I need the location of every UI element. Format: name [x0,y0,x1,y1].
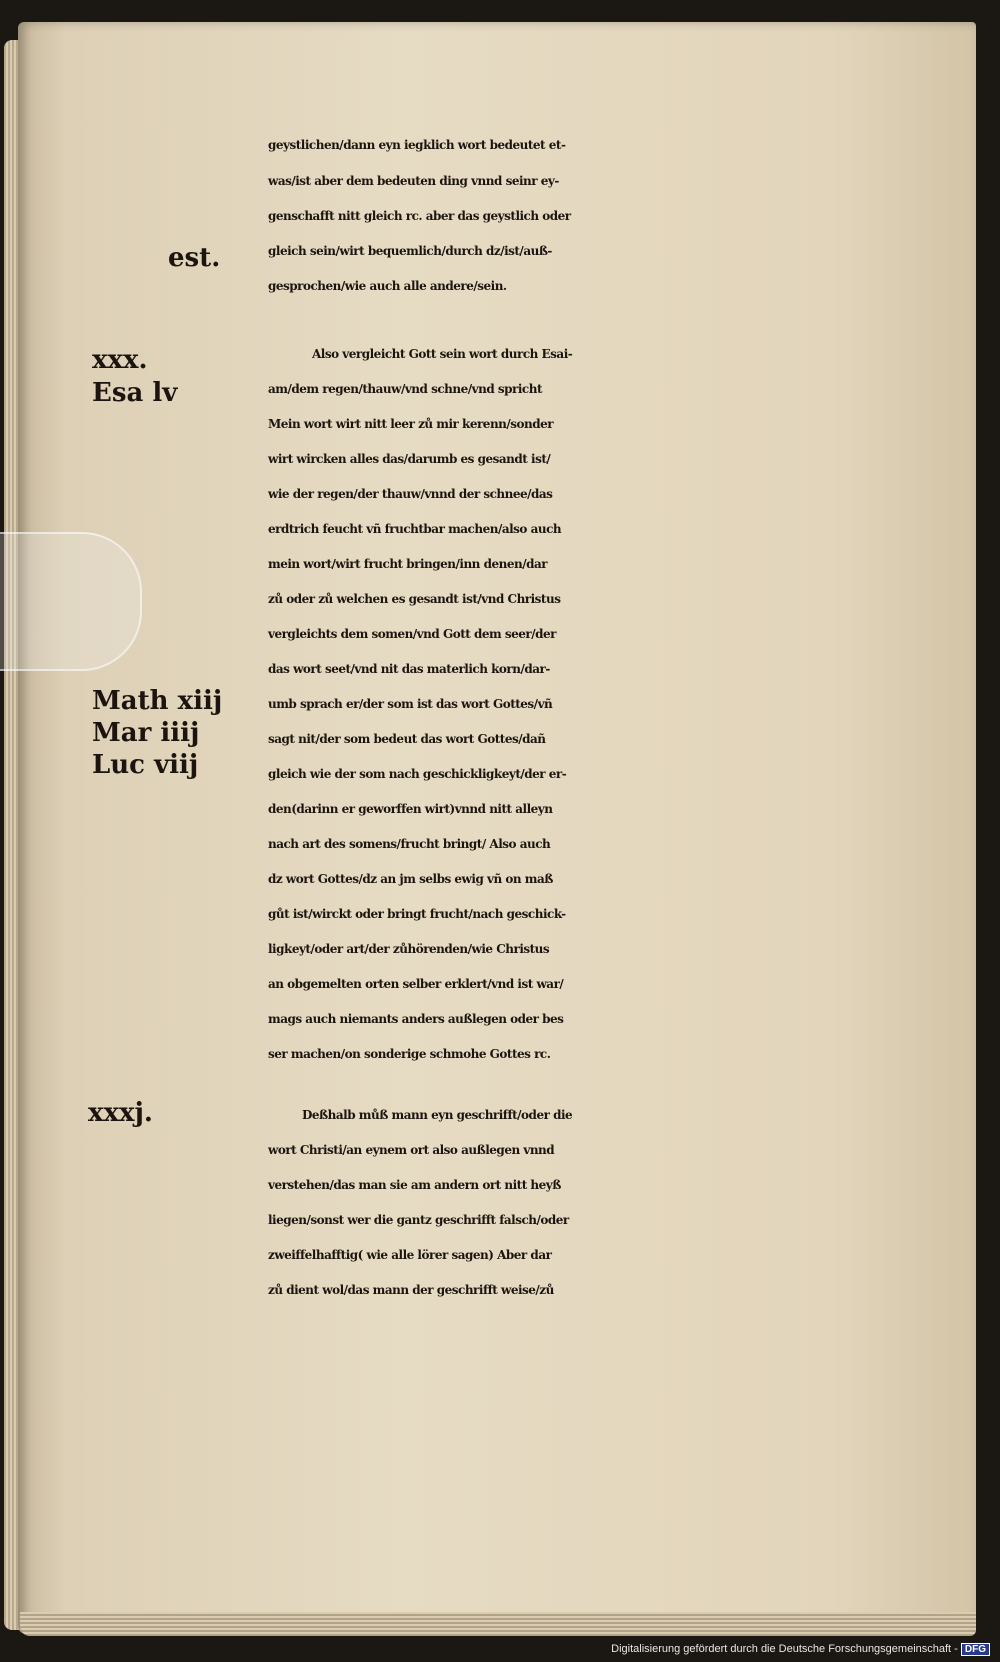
text-line: sagt nit/der som bedeut das wort Gottes/dañ [268,732,546,746]
margin-note: xxxj. [88,1098,153,1128]
text-line: den(darinn er geworffen wirt)vnnd nitt alleyn [268,802,553,816]
text-line: ligkeyt/oder art/der zůhörenden/wie Christus [268,942,550,956]
text-line: vergleichts dem somen/vnd Gott dem seer/der [268,627,556,641]
text-line: Deßhalb můß mann eyn geschrifft/oder die [302,1108,573,1122]
text-line: gůt ist/wirckt oder bringt frucht/nach geschick- [268,907,566,921]
text-line: zů oder zů welchen es gesandt ist/vnd Christus [268,592,561,606]
margin-note: Mar iiij [92,718,200,748]
text-line: am/dem regen/thauw/vnd schne/vnd spricht [268,382,542,396]
text-line: das wort seet/vnd nit das materlich korn/dar- [268,662,550,676]
text-line: mein wort/wirt frucht bringen/inn denen/dar [268,557,548,571]
text-line: gesprochen/wie auch alle andere/sein. [268,279,507,293]
text-line: liegen/sonst wer die gantz geschrifft falsch/oder [268,1213,569,1227]
text-line: dz wort Gottes/dz an jm selbs ewig vñ on maß [268,872,553,886]
text-line: ser machen/on sonderige schmohe Gottes rc. [268,1047,551,1061]
text-line: wie der regen/der thauw/vnnd der schnee/das [268,487,553,501]
dfg-logo: DFG [961,1643,990,1656]
text-line: zů dient wol/das mann der geschrifft weise/zů [268,1283,554,1297]
text-line: mags auch niemants anders außlegen oder bes [268,1012,564,1026]
text-line: zweiffelhafftig( wie alle lörer sagen) Aber dar [268,1248,552,1262]
margin-note: Esa lv [92,378,178,408]
text-line: gleich wie der som nach geschickligkeyt/der er- [268,767,567,781]
text-line: wort Christi/an eynem ort also außlegen vnnd [268,1143,555,1157]
plastic-page-clip [0,532,142,671]
text-line: nach art des somens/frucht bringt/ Also auch [268,837,551,851]
margin-note: est. [168,243,221,273]
credit-text: Digitalisierung gefördert durch die Deutsche Forschungsgemeinschaft - [611,1643,958,1655]
text-line: geystlichen/dann eyn iegklich wort bedeutet et- [268,138,566,152]
text-line: umb sprach er/der som ist das wort Gottes/vñ [268,697,553,711]
text-line: gleich sein/wirt bequemlich/durch dz/ist/auß- [268,244,552,258]
margin-note: Math xiij [92,686,223,716]
digitization-credit [611,1643,990,1656]
text-line: an obgemelten orten selber erklert/vnd ist war/ [268,977,564,991]
text-line: was/ist aber dem bedeuten ding vnnd seinr ey- [268,174,559,188]
text-line: verstehen/das man sie am andern ort nitt heyß [268,1178,561,1192]
text-line: genschafft nitt gleich rc. aber das geystlich oder [268,209,571,223]
margin-note: xxx. [92,345,148,375]
text-line: wirt wircken alles das/darumb es gesandt ist/ [268,452,551,466]
text-line: Also vergleicht Gott sein wort durch Esai- [312,347,573,361]
text-line: erdtrich feucht vñ fruchtbar machen/also auch [268,522,562,536]
page-stack-bottom-edge [20,1612,976,1636]
margin-note: Luc viij [92,750,199,780]
text-line: Mein wort wirt nitt leer zů mir kerenn/sonder [268,417,554,431]
